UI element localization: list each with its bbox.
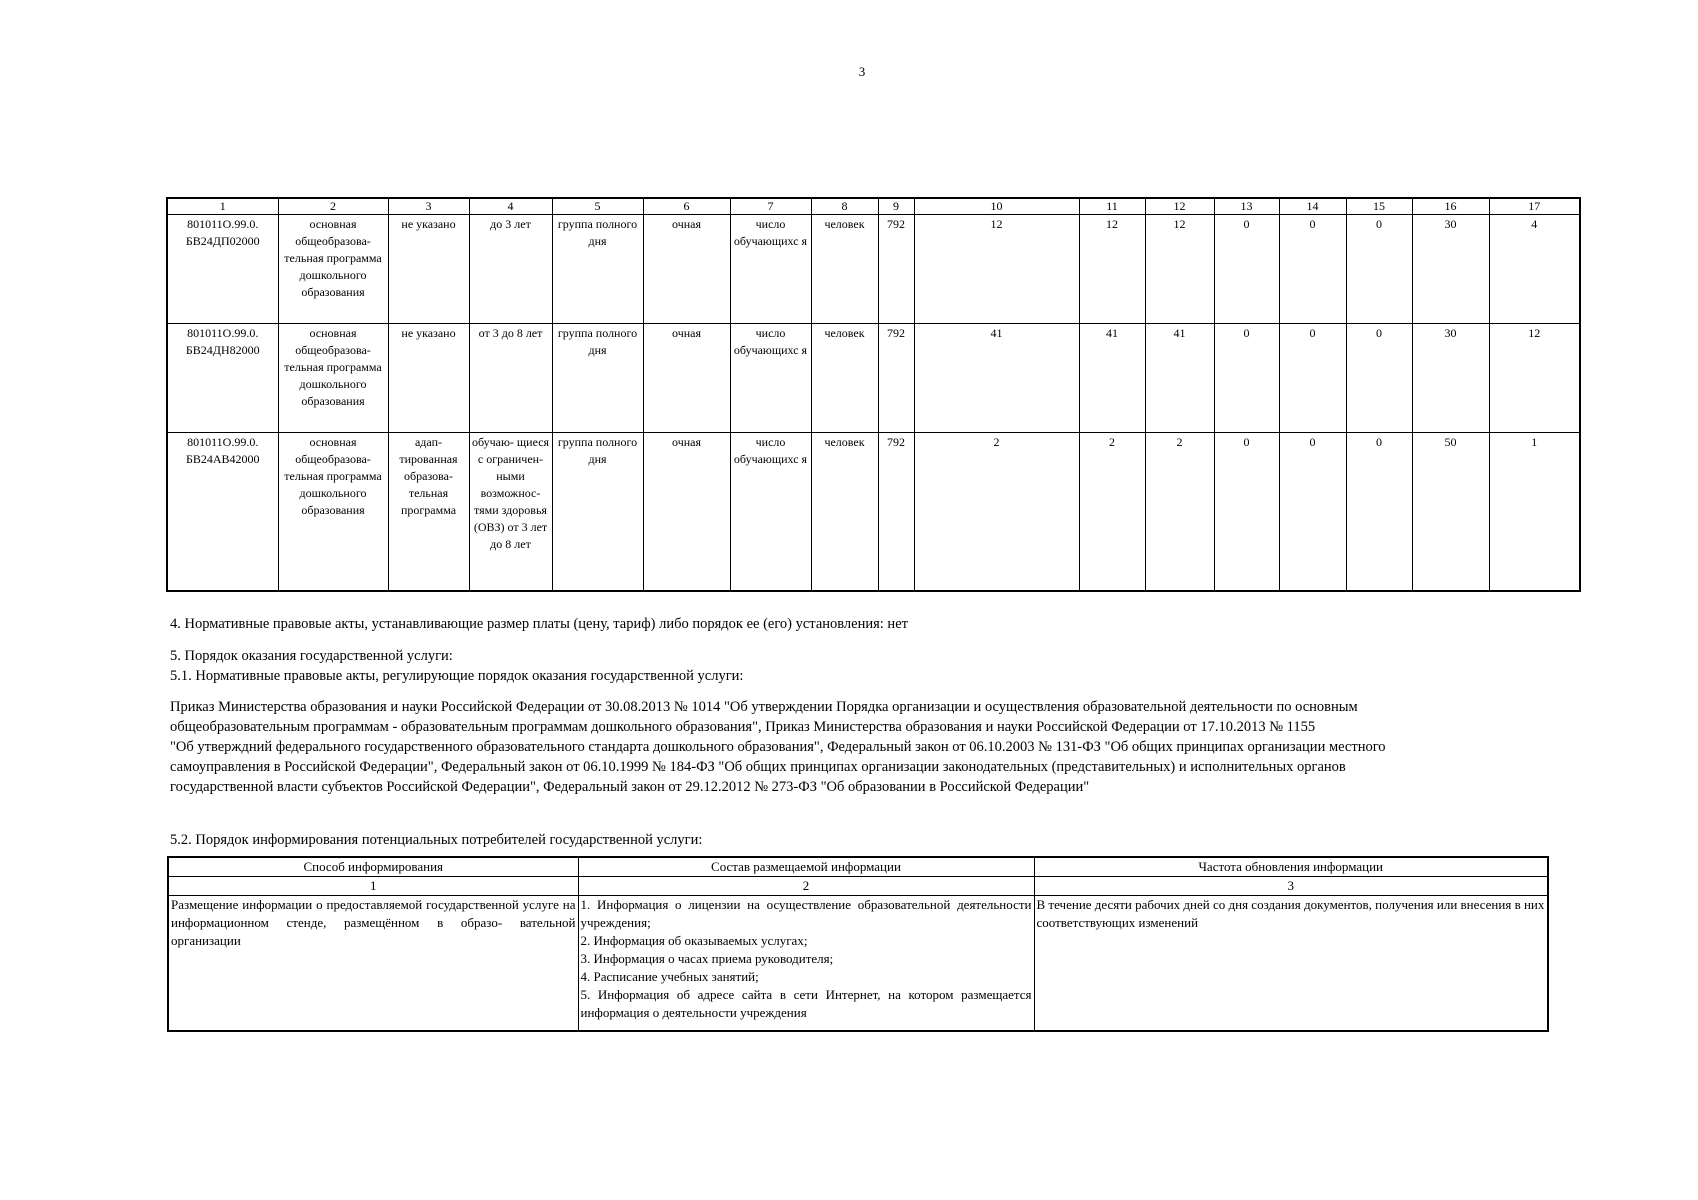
table-cell: 50 [1412, 433, 1489, 591]
table-cell: не указано [388, 324, 469, 433]
informing-content-cell [578, 896, 1034, 1031]
table-cell: число обучающихс я [730, 324, 811, 433]
table-cell: адап- тированная образова- тельная программа [388, 433, 469, 591]
table-cell: 4 [1489, 215, 1580, 324]
table-row [167, 433, 1580, 591]
column-number: 2 [578, 877, 1034, 896]
registry-code-cell: 801011О.99.0. БВ24АВ42000 [167, 433, 278, 591]
registry-code-cell: 801011О.99.0. БВ24ДН82000 [167, 324, 278, 433]
column-header: Частота обновления информации [1034, 857, 1548, 877]
column-header: 17 [1489, 198, 1580, 215]
legal-acts-line: общеобразовательным программам - образовательным программам дошкольного образования", Приказ Министерства образования и науки Российской Федерации от 17.10.2013 № 1155 [170, 719, 1316, 735]
column-header: 12 [1145, 198, 1214, 215]
table-cell: 0 [1346, 324, 1412, 433]
column-header: 5 [552, 198, 643, 215]
legal-acts-line: Приказ Министерства образования и науки Российской Федерации от 30.08.2013 № 1014 "Об утверждении Порядка организации и осуществления образовательной деятельности по основным [170, 699, 1358, 715]
content-item: 2. Информация об оказываемых услугах; [580, 933, 808, 948]
program-cell: основная общеобразова- тельная программа дошкольного образования [278, 324, 388, 433]
column-header: Способ информирования [168, 857, 578, 877]
table-row [167, 215, 1580, 324]
section-4-text: 4. Нормативные правовые акты, устанавливающие размер платы (цену, тариф) либо порядок ее (его) установления: нет [170, 616, 908, 632]
table-row [167, 324, 1580, 433]
table-cell: группа полного дня [552, 433, 643, 591]
legal-acts-line: самоуправления в Российской Федерации", Федеральный закон от 06.10.1999 № 184-ФЗ "Об общих принципах организации законодательных (представительных) и исполнительных органов [170, 759, 1346, 775]
column-header: 6 [643, 198, 730, 215]
column-header: 2 [278, 198, 388, 215]
table-cell: 792 [878, 215, 914, 324]
legal-acts-line: "Об утверждний федерального государственного образовательного стандарта дошкольного образования", Федеральный закон от 06.10.2003 № 131-ФЗ "Об общих принципах организации местного [170, 739, 1386, 755]
table-cell: 12 [1489, 324, 1580, 433]
table-cell: не указано [388, 215, 469, 324]
column-number: 1 [168, 877, 578, 896]
section-5-heading: 5. Порядок оказания государственной услуги: [170, 648, 453, 664]
legal-acts-line: государственной власти субъектов Российской Федерации", Федеральный закон от 29.12.2012 № 273-ФЗ "Об образовании в Российской Федерации" [170, 779, 1090, 795]
table-cell: 0 [1346, 433, 1412, 591]
section-5-2-heading: 5.2. Порядок информирования потенциальных потребителей государственной услуги: [170, 832, 703, 848]
table-cell: 12 [914, 215, 1079, 324]
registry-code-cell: 801011О.99.0. БВ24ДП02000 [167, 215, 278, 324]
table-cell: 0 [1214, 324, 1279, 433]
table-cell: 12 [1079, 215, 1145, 324]
page-number: 3 [858, 64, 866, 79]
column-number: 3 [1034, 877, 1548, 896]
table-cell: группа полного дня [552, 215, 643, 324]
table-cell: 2 [914, 433, 1079, 591]
content-item: 1. Информация о лицензии на осуществление образовательной деятельности учреждения; [580, 897, 1032, 930]
column-header: Состав размещаемой информации [578, 857, 1034, 877]
table-cell: 0 [1279, 215, 1346, 324]
table-cell: 0 [1279, 324, 1346, 433]
table-cell: 41 [1145, 324, 1214, 433]
column-header: 4 [469, 198, 552, 215]
program-cell: основная общеобразова- тельная программа дошкольного образования [278, 215, 388, 324]
service-volume-table [166, 197, 1581, 592]
column-header: 11 [1079, 198, 1145, 215]
table-cell: 0 [1214, 433, 1279, 591]
column-header: 7 [730, 198, 811, 215]
table-cell: человек [811, 433, 878, 591]
program-cell: основная общеобразова- тельная программа дошкольного образования [278, 433, 388, 591]
table-cell: от 3 до 8 лет [469, 324, 552, 433]
column-number-row [168, 877, 1548, 896]
table-cell: 0 [1214, 215, 1279, 324]
informing-method-cell: Размещение информации о предоставляемой государственной услуге на информационном стенде, размещённом в образо- вательной организации [168, 896, 578, 1031]
table-cell: 792 [878, 324, 914, 433]
table-cell: число обучающихс я [730, 215, 811, 324]
column-header: 16 [1412, 198, 1489, 215]
table-cell: 30 [1412, 215, 1489, 324]
column-header: 14 [1279, 198, 1346, 215]
column-header: 15 [1346, 198, 1412, 215]
content-item: 5. Информация об адресе сайта в сети Интернет, на котором размещается информация о деятельности учреждения [580, 987, 1032, 1020]
table-cell: 2 [1079, 433, 1145, 591]
column-header: 10 [914, 198, 1079, 215]
update-frequency-cell: В течение десяти рабочих дней со дня создания документов, получения или внесения в них соответствующих изменений [1034, 896, 1548, 1031]
column-header: 13 [1214, 198, 1279, 215]
table-cell: число обучающихс я [730, 433, 811, 591]
legal-acts-paragraph [170, 697, 1550, 797]
content-item: 3. Информация о часах приема руководителя; [580, 951, 834, 966]
informing-table [167, 856, 1549, 1032]
table-cell: человек [811, 215, 878, 324]
table-cell: 1 [1489, 433, 1580, 591]
table-row [168, 896, 1548, 1031]
table-cell: очная [643, 433, 730, 591]
table-cell: очная [643, 215, 730, 324]
table-cell: 41 [1079, 324, 1145, 433]
section-5-1-heading: 5.1. Нормативные правовые акты, регулирующие порядок оказания государственной услуги: [170, 668, 744, 684]
column-header: 3 [388, 198, 469, 215]
table-cell: группа полного дня [552, 324, 643, 433]
table-cell: 41 [914, 324, 1079, 433]
table-cell: 12 [1145, 215, 1214, 324]
table-cell: 30 [1412, 324, 1489, 433]
header-row [168, 857, 1548, 877]
column-header: 9 [878, 198, 914, 215]
table-cell: 792 [878, 433, 914, 591]
content-item: 4. Расписание учебных занятий; [580, 969, 759, 984]
table-cell: 0 [1279, 433, 1346, 591]
table-cell: обучаю- щиеся с ограничен- ными возможнос- тями здоровья (ОВЗ) от 3 лет до 8 лет [469, 433, 552, 591]
table-cell: до 3 лет [469, 215, 552, 324]
table-cell: очная [643, 324, 730, 433]
header-row [167, 198, 1580, 215]
column-header: 1 [167, 198, 278, 215]
table-cell: 2 [1145, 433, 1214, 591]
table-cell: 0 [1346, 215, 1412, 324]
column-header: 8 [811, 198, 878, 215]
table-cell: человек [811, 324, 878, 433]
